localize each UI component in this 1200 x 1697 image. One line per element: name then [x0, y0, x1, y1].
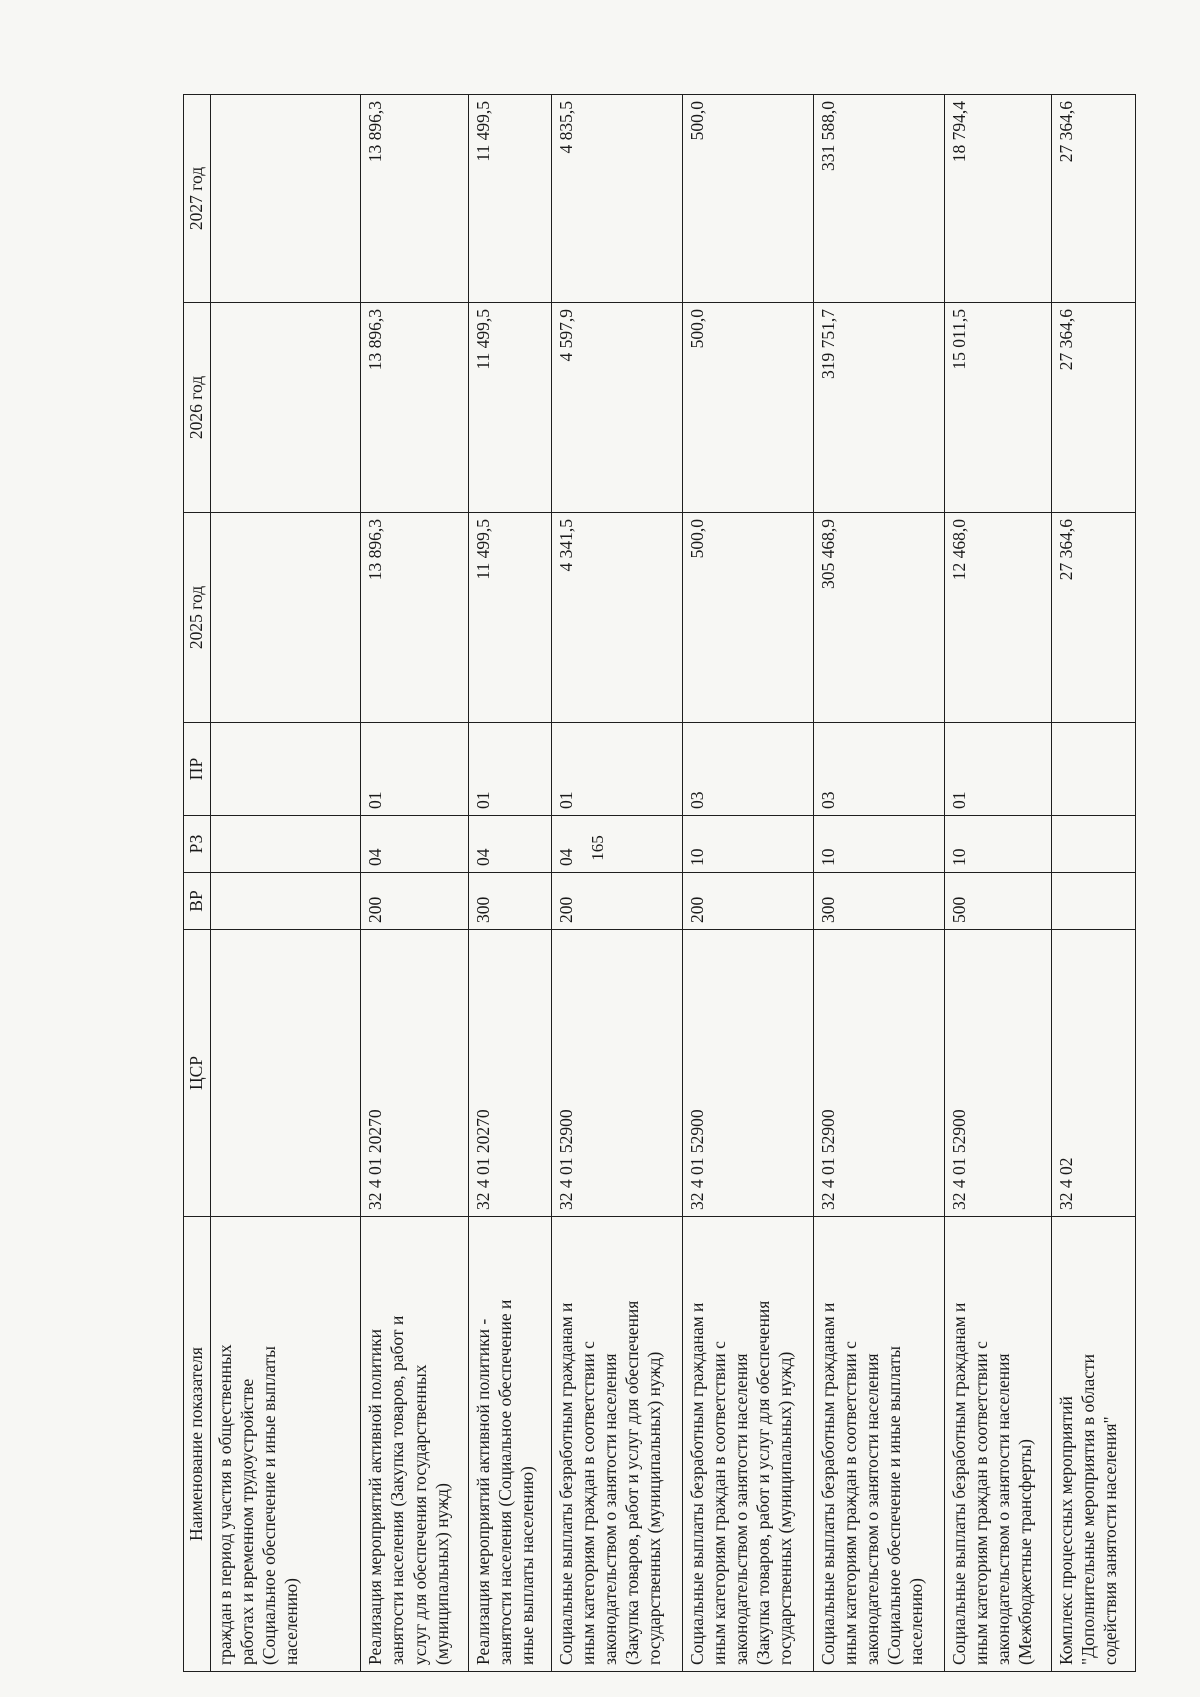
cell-rz: 10	[944, 816, 1051, 873]
name-line: законодательством о занятости населения	[730, 1353, 751, 1665]
name-line: работах и временном трудоустройстве	[237, 1378, 258, 1665]
cell-2026: 500,0	[682, 303, 813, 513]
name-line: (Закупка товаров, работ и услуг для обеспечения	[752, 1300, 773, 1665]
cell-vr: 200	[551, 873, 682, 930]
budget-table-rotated	[183, 95, 1136, 1672]
cell-2026: 11 499,5	[468, 303, 551, 513]
cell-vr: 200	[361, 873, 468, 930]
name-line: государственных (муниципальных) нужд)	[774, 1351, 795, 1665]
name-line: иным категориям граждан в соответствии с	[970, 1341, 991, 1665]
name-line: занятости населения (Закупка товаров, работ и	[387, 1315, 408, 1665]
cell-2026: 13 896,3	[361, 303, 468, 513]
cell-name	[361, 1217, 468, 1672]
name-line: Реализация мероприятий активной политики	[365, 1329, 386, 1665]
name-line: Реализация мероприятий активной политики -	[472, 1318, 493, 1665]
table-row	[682, 95, 813, 1672]
name-line: законодательством о занятости населения	[599, 1353, 620, 1665]
name-line: Комплекс процессных мероприятий	[1056, 1396, 1077, 1665]
cell-name	[682, 1217, 813, 1672]
header-2026: 2026 год	[184, 303, 211, 513]
cell-2027	[211, 95, 361, 303]
cell-vr: 300	[813, 873, 944, 930]
cell-name	[211, 1217, 361, 1672]
table-row	[944, 95, 1051, 1672]
cell-csr: 32 4 02	[1052, 930, 1136, 1217]
cell-pr: 01	[361, 723, 468, 816]
cell-2027: 18 794,4	[944, 95, 1051, 303]
header-2025: 2025 год	[184, 513, 211, 723]
cell-2026: 27 364,6	[1052, 303, 1136, 513]
cell-2025: 4 341,5	[551, 513, 682, 723]
cell-vr: 200	[682, 873, 813, 930]
cell-csr: 32 4 01 20270	[361, 930, 468, 1217]
name-line: (Межбюджетные трансферты)	[1014, 1439, 1035, 1665]
cell-rz: 10	[682, 816, 813, 873]
cell-pr: 03	[682, 723, 813, 816]
cell-csr: 32 4 01 52900	[944, 930, 1051, 1217]
name-line: иным категориям граждан в соответствии с	[839, 1341, 860, 1665]
cell-name	[1052, 1217, 1136, 1672]
table-row	[361, 95, 468, 1672]
cell-2025: 12 468,0	[944, 513, 1051, 723]
name-line: граждан в период участия в общественных	[215, 1344, 235, 1665]
cell-name	[468, 1217, 551, 1672]
cell-csr: 32 4 01 52900	[682, 930, 813, 1217]
header-name: Наименование показателя	[184, 1217, 211, 1672]
cell-rz	[1052, 816, 1136, 873]
cell-2025: 13 896,3	[361, 513, 468, 723]
name-line: (Социальное обеспечение и иные выплаты	[883, 1346, 904, 1665]
cell-vr	[1052, 873, 1136, 930]
budget-table	[183, 94, 1136, 1672]
cell-pr: 01	[468, 723, 551, 816]
name-line: законодательством о занятости населения	[992, 1353, 1013, 1665]
name-line: занятости населения (Социальное обеспечение и	[494, 1299, 515, 1665]
cell-pr: 03	[813, 723, 944, 816]
cell-csr	[211, 930, 361, 1217]
table-row	[468, 95, 551, 1672]
cell-name	[944, 1217, 1051, 1672]
header-rz: РЗ	[184, 816, 211, 873]
cell-2027: 11 499,5	[468, 95, 551, 303]
cell-2025: 27 364,6	[1052, 513, 1136, 723]
name-line: иным категориям граждан в соответствии с	[577, 1341, 598, 1665]
name-line: (муниципальных) нужд)	[431, 1483, 452, 1665]
name-line: (Социальное обеспечение и иные выплаты	[259, 1346, 280, 1665]
header-pr: ПР	[184, 723, 211, 816]
cell-2027: 500,0	[682, 95, 813, 303]
cell-pr: 01	[944, 723, 1051, 816]
cell-2025	[211, 513, 361, 723]
cell-csr: 32 4 01 52900	[551, 930, 682, 1217]
cell-pr	[211, 723, 361, 816]
cell-rz: 04	[468, 816, 551, 873]
cell-2027: 331 588,0	[813, 95, 944, 303]
name-line: (Закупка товаров, работ и услуг для обеспечения	[621, 1300, 642, 1665]
cell-rz: 04	[551, 816, 682, 873]
cell-2027: 27 364,6	[1052, 95, 1136, 303]
cell-name	[551, 1217, 682, 1672]
cell-2026: 4 597,9	[551, 303, 682, 513]
name-line: услуг для обеспечения государственных	[409, 1364, 430, 1665]
header-2027: 2027 год	[184, 95, 211, 303]
name-line: содействия занятости населения"	[1100, 1416, 1121, 1665]
header-csr: ЦСР	[184, 930, 211, 1217]
page-number: 165	[588, 835, 607, 861]
cell-2026	[211, 303, 361, 513]
table-row	[551, 95, 682, 1672]
name-line: Социальные выплаты безработным гражданам и	[686, 1302, 707, 1665]
cell-rz: 04	[361, 816, 468, 873]
table-row	[1052, 95, 1136, 1672]
table-header-row	[184, 95, 211, 1672]
cell-vr: 300	[468, 873, 551, 930]
cell-2025: 500,0	[682, 513, 813, 723]
name-line: Социальные выплаты безработным гражданам и	[555, 1302, 576, 1665]
cell-vr	[211, 873, 361, 930]
cell-2027: 13 896,3	[361, 95, 468, 303]
cell-2026: 15 011,5	[944, 303, 1051, 513]
cell-2025: 305 468,9	[813, 513, 944, 723]
header-vr: ВР	[184, 873, 211, 930]
cell-pr	[1052, 723, 1136, 816]
name-line: иным категориям граждан в соответствии с	[708, 1341, 729, 1665]
cell-2026: 319 751,7	[813, 303, 944, 513]
cell-2027: 4 835,5	[551, 95, 682, 303]
cell-csr: 32 4 01 52900	[813, 930, 944, 1217]
cell-rz	[211, 816, 361, 873]
table-row	[211, 95, 361, 1672]
name-line: законодательством о занятости населения	[861, 1353, 882, 1665]
cell-csr: 32 4 01 20270	[468, 930, 551, 1217]
name-line: Социальные выплаты безработным гражданам и	[817, 1302, 838, 1665]
cell-name	[813, 1217, 944, 1672]
cell-rz: 10	[813, 816, 944, 873]
cell-vr: 500	[944, 873, 1051, 930]
name-line: государственных (муниципальных) нужд)	[643, 1351, 664, 1665]
cell-pr: 01	[551, 723, 682, 816]
name-line: иные выплаты населению)	[516, 1466, 537, 1665]
name-line: "Дополнительные мероприятия в области	[1078, 1353, 1099, 1665]
table-row	[813, 95, 944, 1672]
name-line: населению)	[905, 1577, 926, 1665]
name-line: Социальные выплаты безработным гражданам и	[948, 1302, 969, 1665]
cell-2025: 11 499,5	[468, 513, 551, 723]
name-line: населению)	[281, 1577, 302, 1665]
